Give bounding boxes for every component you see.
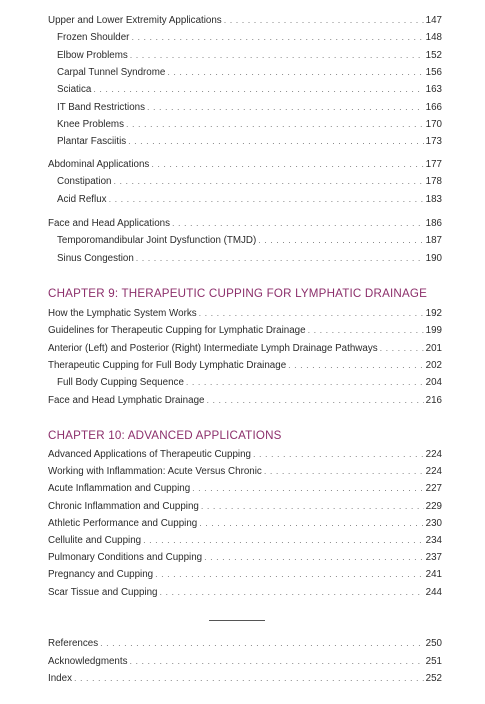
toc-entry-page: 166 xyxy=(425,101,442,113)
dot-leader xyxy=(258,233,423,247)
toc-entry-title: Upper and Lower Extremity Applications xyxy=(48,15,222,26)
dot-leader xyxy=(288,358,423,372)
toc-entry-page: 202 xyxy=(425,359,442,371)
dot-leader xyxy=(380,341,424,355)
toc-entry-page: 186 xyxy=(425,218,442,229)
toc-entry-page: 224 xyxy=(425,466,442,478)
toc-entry-title: Cellulite and Cupping xyxy=(48,535,142,546)
toc-entry xyxy=(48,636,442,650)
dot-leader xyxy=(159,585,423,599)
toc-entry-page: 204 xyxy=(425,377,442,389)
toc-entry-page: 156 xyxy=(425,66,442,78)
toc-entry-title: Frozen Shoulder xyxy=(57,32,130,44)
toc-entry-title: Pregnancy and Cupping xyxy=(48,569,154,581)
toc-entry xyxy=(48,671,442,685)
chapter-10-heading: CHAPTER 10: ADVANCED APPLICATIONS xyxy=(48,429,282,442)
toc-entry xyxy=(48,464,442,478)
toc-entry-title: Full Body Cupping Sequence xyxy=(57,377,184,389)
toc-entry-title: Plantar Fasciitis xyxy=(57,136,127,148)
toc-entry-title: References xyxy=(48,638,99,649)
toc-entry-title: Temporomandibular Joint Dysfunction (TMJD) xyxy=(57,235,257,247)
toc-entry xyxy=(57,65,442,79)
dot-leader xyxy=(143,533,424,547)
toc-entry-title: Guidelines for Therapeutic Cupping for Lymphatic Drainage xyxy=(48,325,306,337)
toc-entry-page: 187 xyxy=(425,235,442,247)
chapter-9-heading: CHAPTER 9: THERAPEUTIC CUPPING FOR LYMPHATIC DRAINAGE xyxy=(48,287,428,300)
dot-leader xyxy=(201,499,424,513)
toc-entry-page: 192 xyxy=(425,308,442,319)
dot-leader xyxy=(199,516,423,530)
toc-entry-title: Therapeutic Cupping for Full Body Lymphatic Drainage xyxy=(48,359,287,371)
toc-entry xyxy=(57,30,442,44)
toc-entry-page: 227 xyxy=(425,483,442,495)
toc-entry-title: Working with Inflammation: Acute Versus Chronic xyxy=(48,466,262,478)
dot-leader xyxy=(253,447,424,461)
toc-entry-page: 183 xyxy=(425,193,442,205)
dot-leader xyxy=(100,636,424,650)
toc-entry xyxy=(48,157,442,171)
toc-entry-page: 170 xyxy=(425,118,442,130)
toc-entry xyxy=(48,585,442,599)
dot-leader xyxy=(186,375,424,389)
toc-entry xyxy=(57,134,442,148)
toc-entry-title: IT Band Restrictions xyxy=(57,101,146,113)
dot-leader xyxy=(131,30,423,44)
toc-entry xyxy=(57,48,442,62)
toc-entry-title: Athletic Performance and Cupping xyxy=(48,517,198,529)
toc-entry-title: Sciatica xyxy=(57,84,92,96)
toc-entry xyxy=(57,192,442,206)
section-divider xyxy=(209,620,265,621)
toc-entry-page: 178 xyxy=(425,176,442,188)
toc-entry-page: 244 xyxy=(425,586,442,598)
toc-entry-title: Acid Reflux xyxy=(57,193,107,205)
toc-entry-title: Scar Tissue and Cupping xyxy=(48,586,158,598)
dot-leader xyxy=(192,481,423,495)
toc-entry xyxy=(57,100,442,114)
toc-entry xyxy=(48,393,442,407)
toc-entry xyxy=(57,82,442,96)
toc-entry xyxy=(48,323,442,337)
toc-entry-page: 199 xyxy=(425,325,442,337)
toc-entry xyxy=(48,13,442,27)
toc-entry-title: Index xyxy=(48,673,72,684)
dot-leader xyxy=(126,117,424,131)
toc-entry-title: Anterior (Left) and Posterior (Right) Intermediate Lymph Drainage Pathways xyxy=(48,342,378,354)
toc-entry-title: Advanced Applications of Therapeutic Cupping xyxy=(48,449,251,460)
toc-entry-page: 229 xyxy=(425,500,442,512)
toc-entry-title: Knee Problems xyxy=(57,118,124,130)
dot-leader xyxy=(151,157,423,171)
toc-entry-page: 224 xyxy=(425,449,442,460)
toc-entry-page: 237 xyxy=(425,552,442,564)
toc-entry-title: Constipation xyxy=(57,176,112,188)
toc-entry-page: 234 xyxy=(425,535,442,546)
toc-entry-page: 216 xyxy=(425,394,442,406)
toc-entry xyxy=(48,567,442,581)
toc-entry-page: 241 xyxy=(425,569,442,581)
toc-entry xyxy=(57,117,442,131)
toc-entry xyxy=(48,481,442,495)
dot-leader xyxy=(136,251,424,265)
toc-entry-page: 163 xyxy=(425,84,442,96)
dot-leader xyxy=(147,100,424,114)
toc-entry-title: Elbow Problems xyxy=(57,49,128,61)
toc-entry xyxy=(57,251,442,265)
dot-leader xyxy=(308,323,424,337)
toc-entry xyxy=(48,447,442,461)
dot-leader xyxy=(204,550,424,564)
toc-entry xyxy=(57,174,442,188)
toc-entry xyxy=(48,550,442,564)
toc-entry-page: 201 xyxy=(425,342,442,354)
toc-entry xyxy=(48,516,442,530)
toc-entry xyxy=(57,233,442,247)
dot-leader xyxy=(264,464,424,478)
toc-entry-page: 173 xyxy=(425,136,442,148)
dot-leader xyxy=(128,134,423,148)
toc-entry-title: Face and Head Applications xyxy=(48,218,170,229)
toc-entry-title: How the Lymphatic System Works xyxy=(48,308,197,319)
toc-entry xyxy=(48,341,442,355)
toc-entry-title: Acute Inflammation and Cupping xyxy=(48,483,191,495)
toc-entry-title: Chronic Inflammation and Cupping xyxy=(48,500,199,512)
dot-leader xyxy=(155,567,424,581)
toc-entry-page: 230 xyxy=(425,517,442,529)
toc-entry xyxy=(57,375,442,389)
toc-entry-title: Face and Head Lymphatic Drainage xyxy=(48,394,205,406)
toc-entry-title: Pulmonary Conditions and Cupping xyxy=(48,552,203,564)
toc-entry-page: 148 xyxy=(425,32,442,44)
toc-entry-page: 147 xyxy=(425,15,442,26)
toc-entry-page: 190 xyxy=(425,252,442,264)
toc-entry-page: 177 xyxy=(425,159,442,170)
dot-leader xyxy=(130,654,424,668)
toc-entry-title: Carpal Tunnel Syndrome xyxy=(57,66,166,78)
toc-entry-title: Acknowledgments xyxy=(48,655,128,667)
toc-entry xyxy=(48,216,442,230)
dot-leader xyxy=(93,82,423,96)
toc-entry-title: Sinus Congestion xyxy=(57,252,134,264)
dot-leader xyxy=(172,216,424,230)
toc-entry-page: 252 xyxy=(425,673,442,684)
dot-leader xyxy=(113,174,423,188)
dot-leader xyxy=(109,192,424,206)
toc-entry-page: 152 xyxy=(425,49,442,61)
toc-entry xyxy=(48,306,442,320)
dot-leader xyxy=(224,13,424,27)
toc-entry xyxy=(48,654,442,668)
toc-entry xyxy=(48,358,442,372)
dot-leader xyxy=(167,65,423,79)
toc-entry-page: 251 xyxy=(425,655,442,667)
dot-leader xyxy=(130,48,424,62)
dot-leader xyxy=(74,671,424,685)
toc-entry xyxy=(48,533,442,547)
toc-entry-title: Abdominal Applications xyxy=(48,159,150,170)
dot-leader xyxy=(206,393,423,407)
toc-entry xyxy=(48,499,442,513)
toc-entry-page: 250 xyxy=(425,638,442,649)
dot-leader xyxy=(199,306,424,320)
